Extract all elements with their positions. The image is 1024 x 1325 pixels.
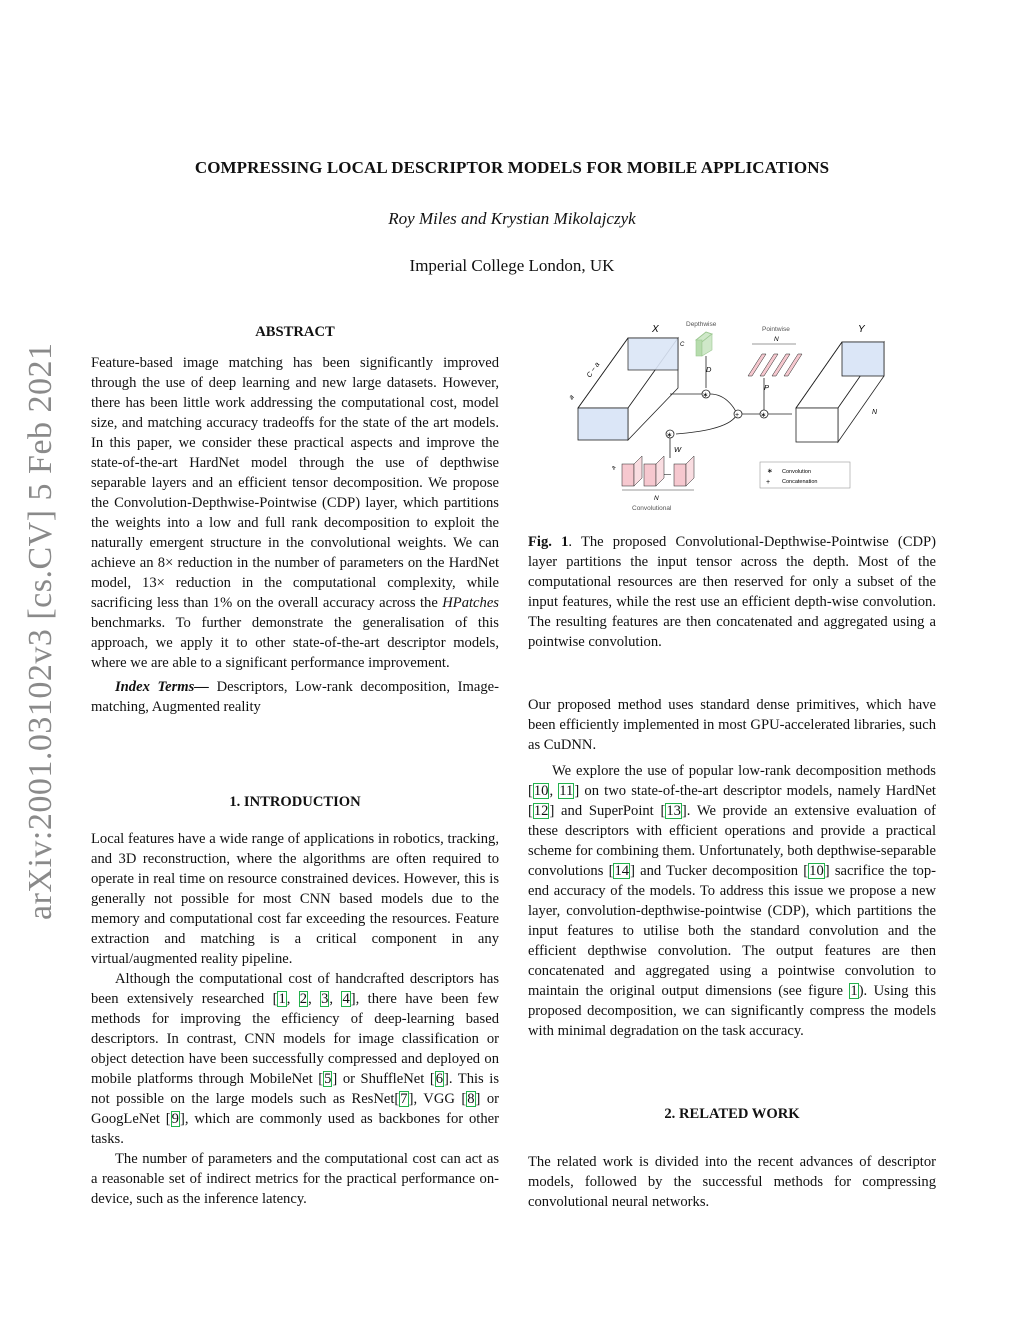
related-work-body	[528, 1152, 936, 1212]
citation-link[interactable]: 6	[435, 1071, 443, 1087]
citation-link[interactable]: 3	[321, 991, 329, 1007]
text-run: ] and Tucker decomposition [	[630, 863, 809, 879]
arxiv-identifier: arXiv:2001.03102v3 [cs.CV] 5 Feb 2021	[22, 342, 59, 920]
label-a: a	[567, 393, 576, 402]
svg-text:∗: ∗	[702, 392, 709, 399]
output-tensor-y	[796, 342, 884, 442]
citation-link[interactable]: 1	[278, 991, 286, 1007]
citation-link[interactable]: 4	[342, 991, 350, 1007]
label-n-conv: N	[654, 495, 659, 502]
text-run: ], there have been few methods for improving the efficiency of deep-learning based descriptors. In contrast, CNN models for image classification or object detection have been successfully compressed and deployed on mobile platforms through MobileNet [	[91, 991, 499, 1087]
label-d: D	[706, 365, 712, 374]
intro-body	[91, 829, 499, 1209]
label-p: P	[764, 383, 770, 392]
text-run: ], VGG [	[408, 1091, 467, 1107]
paper-affiliation: Imperial College London, UK	[409, 256, 615, 275]
text-run: ] sacrifice the top-end accuracy of the models. To address this issue we propose a new layer, convolution-depthwise-pointwise (CDP), which partitions the input features to utilise both the standard convolution and the efficient depthwise convolution. The output features are then concatenated and aggregated using a pointwise convolution to maintain the original output dimensions (see figure	[528, 863, 936, 999]
svg-text:+: +	[735, 412, 740, 419]
paper-title: COMPRESSING LOCAL DESCRIPTOR MODELS FOR MOBILE APPLICATIONS	[194, 158, 830, 177]
citation-link[interactable]: 11	[559, 783, 574, 799]
figure-caption-label: Fig. 1	[528, 534, 569, 550]
citation-link[interactable]: 12	[533, 803, 549, 819]
right-paragraph-1: Our proposed method uses standard dense primitives, which have been efficiently implemented in most GPU-accelerated libraries, such as CuDNN.	[528, 697, 936, 753]
legend-conv-label: Convolution	[782, 469, 812, 475]
citation-link[interactable]: 8	[467, 1091, 475, 1107]
depthwise-kernel	[696, 332, 712, 356]
abstract-heading: ABSTRACT	[255, 324, 335, 340]
intro-heading: 1. INTRODUCTION	[229, 794, 361, 810]
text-run: ). Using this proposed decomposition, we can significantly compress the models with minimal degradation on the task accuracy.	[528, 983, 936, 1039]
right-paragraph-2: We explore the use of popular low-rank decomposition methods [10, 11] on two state-of-the-art descriptor models, namely HardNet [12] and SuperPoint [13]. We provide an extensive evaluation of these descriptors with efficient operations and provide a practical scheme for combining them. Unfortunately, both depthwise-separable convolutions [14] and Tucker decomposition [10] sacrifice the top-end accuracy of the models. To address this issue we propose a new layer, convolution-depthwise-pointwise (CDP), which partitions the input features to utilise both the standard convolution and the efficient depthwise convolution. The output features are then concatenated and aggregated using a pointwise convolution to maintain the original output dimensions (see figure 1). Using this proposed decomposition, we can significantly compress the models with minimal degradation on the task accuracy.	[528, 763, 936, 1039]
citation-link[interactable]: 10	[533, 783, 549, 799]
citation-link[interactable]: 14	[614, 863, 630, 879]
svg-text:∗: ∗	[760, 412, 767, 419]
related-work-heading: 2. RELATED WORK	[664, 1106, 800, 1122]
text-run: We explore the use of popular low-rank decomposition methods [	[528, 763, 936, 799]
citation-link[interactable]: 5	[324, 1071, 332, 1087]
abstract-text: Feature-based image matching has been significantly improved through the use of deep learning and new large datasets. However, there has been little work addressing the computational cost, model size, and matching accuracy tradeoffs for the state of the art models. In this paper, we consider these practical aspects and improve the state-of-the-art HardNet model through the use of depthwise separable layers and an efficient tensor decomposition. We propose the Convolution-Depthwise-Pointwise (CDP) layer, which partitions the weights into a low and full rank decomposition to exploit the naturally emergent structure in the convolutional weights. We can achieve an 8× reduction in the number of parameters on the HardNet model, 13× reduction in the computational complexity, while sacrificing less than 1% on the overall accuracy across the	[91, 355, 499, 611]
abstract-benchmark: HPatches	[442, 595, 499, 611]
index-terms-label: Index Terms—	[115, 679, 209, 695]
text-run: ] and SuperPoint [	[549, 803, 666, 819]
figure-caption-text: . The proposed Convolutional-Depthwise-Pointwise (CDP) layer partitions the input tensor across the depth. Most of the computational resources are then reserved for only a subset of the input features, while the rest use an efficient depth-wise convolution. The resulting features are then concatenated and aggregated using a pointwise convolution.	[528, 534, 936, 650]
label-w: W	[674, 445, 682, 454]
label-convolutional: Convolutional	[632, 505, 672, 512]
citation-link[interactable]: 10	[809, 863, 824, 879]
citation-link[interactable]: 7	[400, 1091, 408, 1107]
svg-text:—: —	[664, 471, 671, 478]
pointwise-kernels	[748, 354, 802, 376]
svg-text:∗: ∗	[666, 432, 673, 439]
text-run: ]. We provide an extensive evaluation of these descriptors with efficient operations and provide a practical scheme for combining them. Unfortunately, both depthwise-separable convolutions [	[528, 803, 936, 879]
related-work-paragraph: The related work is divided into the recent advances of descriptor models, followed by the successful methods for compressing convolutional neural networks.	[528, 1154, 936, 1210]
label-y: Y	[858, 324, 865, 335]
figure-caption	[528, 532, 936, 652]
text-run: ], which are commonly used as backbones for other tasks.	[91, 1111, 500, 1147]
text-run: Although the computational cost of handcrafted descriptors has been extensively researched [	[91, 971, 499, 1007]
citation-link[interactable]: 2	[299, 991, 308, 1007]
legend-concat-symbol: +	[766, 479, 771, 486]
label-c: C	[680, 342, 685, 348]
label-n-output: N	[872, 409, 878, 416]
intro-paragraph-2: Although the computational cost of handcrafted descriptors has been extensively researched [1, 2, 3, 4], there have been few methods for improving the efficiency of deep-learning based descriptors. In contrast, CNN models for image classification or object detection have been successfully compressed and deployed on mobile platforms through MobileNet [5] or ShuffleNet [6]. This is not possible on the large models such as ResNet[7], VGG [8] or GoogLeNet [9], which are commonly used as backbones for other tasks.	[91, 971, 500, 1147]
text-run: ]. This is not possible on the large models such as ResNet[	[91, 1071, 500, 1107]
label-depthwise: Depthwise	[686, 321, 717, 328]
intro-paragraph-1: Local features have a wide range of applications in robotics, tracking, and 3D reconstruction, where the algorithms are often required to operate in real time on resource constrained devices. However, this is generally not possible for most CNN based models due to the memory and computational cost far exceeding the resources. Feature extraction and matching is a critical component in any virtual/augmented reality pipeline.	[91, 831, 499, 967]
label-a-conv: a	[610, 464, 618, 472]
citation-link[interactable]: 13	[666, 803, 681, 819]
convolutional-kernels	[622, 456, 694, 486]
label-pointwise: Pointwise	[762, 326, 790, 333]
right-column-body	[528, 695, 936, 1041]
legend	[760, 462, 850, 488]
intro-paragraph-3: The number of parameters and the computational cost can act as a reasonable set of indirect metrics for the practical performance on-device, such as the inference latency.	[91, 1151, 499, 1207]
flow-lines	[670, 356, 792, 458]
label-c-minus-a: C − a	[585, 361, 602, 380]
text-run: ] or GoogLeNet [	[91, 1091, 499, 1127]
op-nodes	[666, 390, 768, 439]
figure-link[interactable]: 1	[850, 983, 858, 999]
abstract-body	[91, 353, 499, 717]
citation-link[interactable]: 9	[171, 1111, 179, 1127]
label-n-pointwise: N	[774, 336, 779, 343]
text-run: ] on two state-of-the-art descriptor models, namely HardNet [	[528, 783, 936, 819]
abstract-text-end: benchmarks. To further demonstrate the generalisation of this approach, we apply it to other state-of-the-art descriptor models, where we are able to a significant performance improvement.	[91, 615, 499, 671]
paper-authors: Roy Miles and Krystian Mikolajczyk	[388, 209, 636, 228]
cdp-layer-diagram	[560, 316, 890, 516]
index-terms: Descriptors, Low-rank decomposition, Image-matching, Augmented reality	[91, 679, 499, 715]
label-x: X	[652, 324, 659, 335]
legend-concat-label: Concatenation	[782, 479, 818, 485]
input-tensor-x	[578, 338, 678, 440]
legend-conv-symbol: ∗	[767, 468, 773, 475]
text-run: ] or ShuffleNet [	[332, 1071, 435, 1087]
